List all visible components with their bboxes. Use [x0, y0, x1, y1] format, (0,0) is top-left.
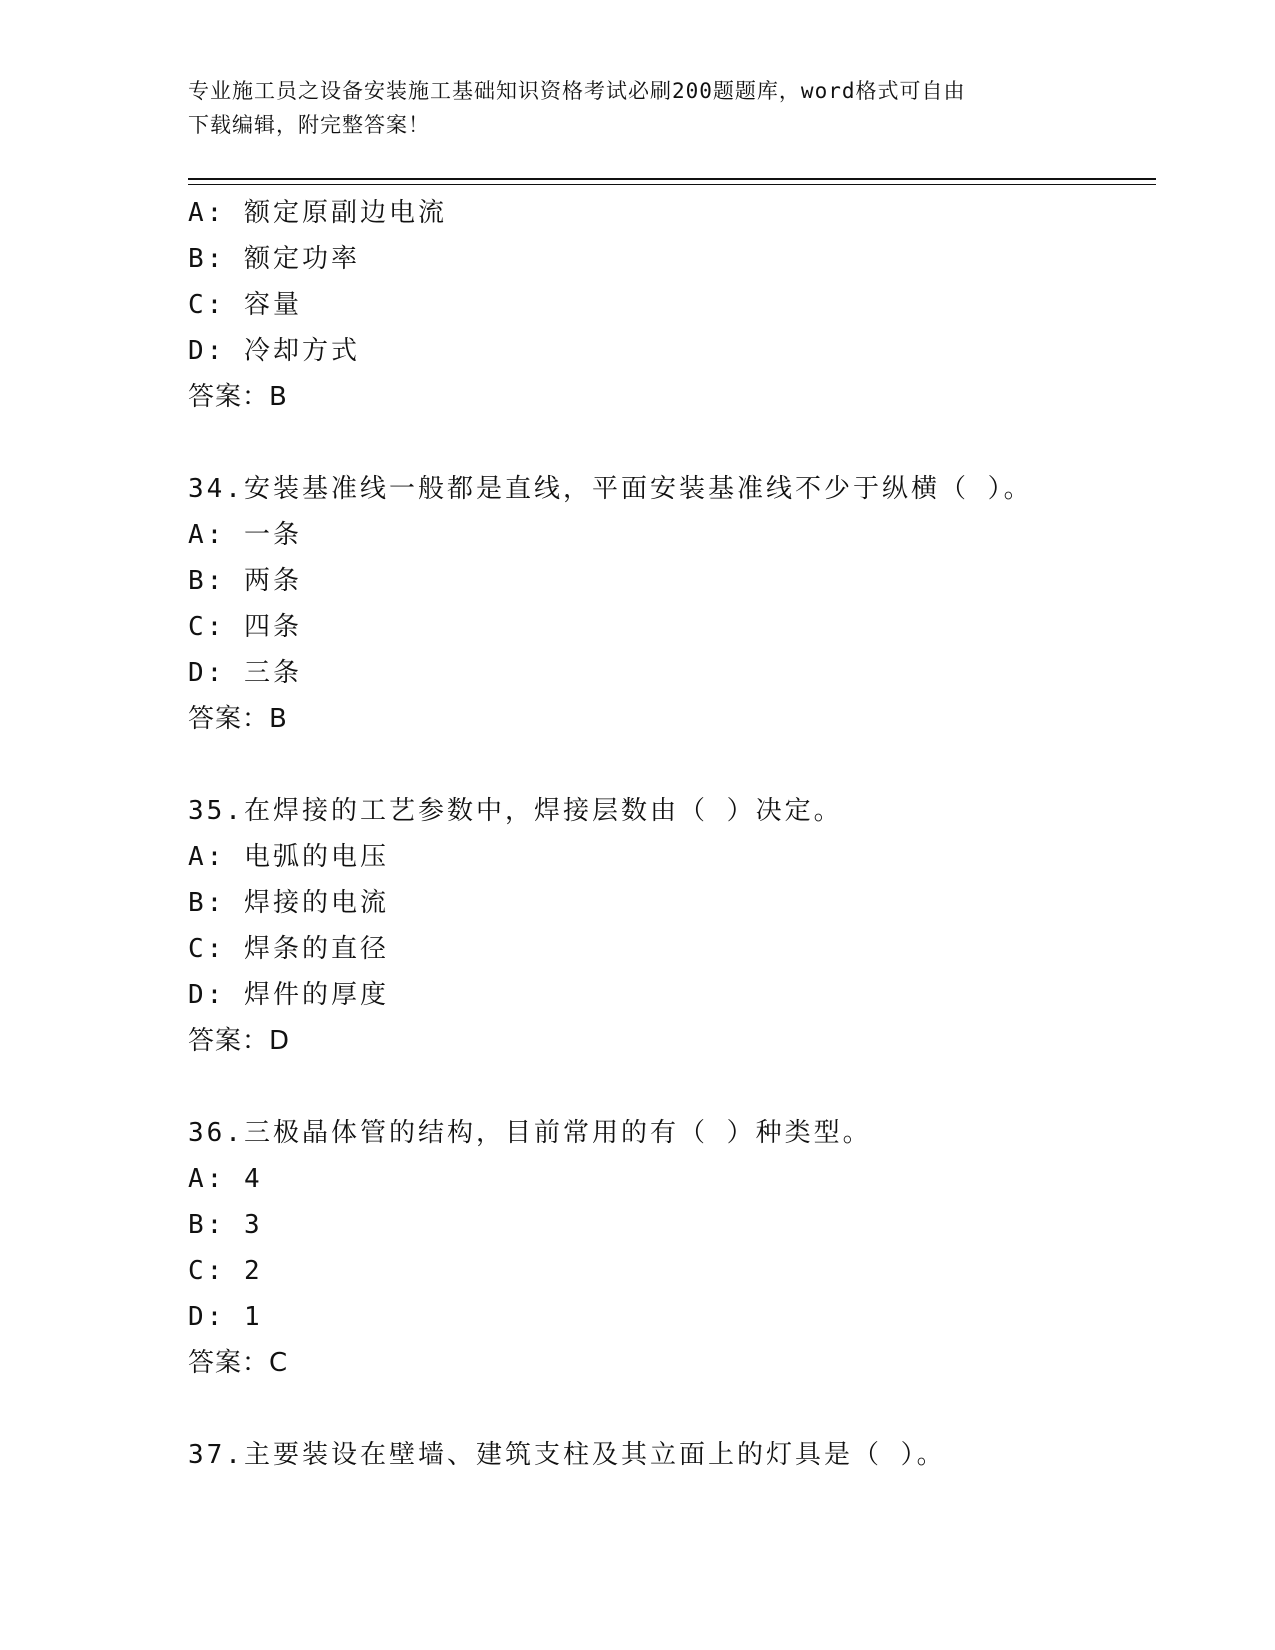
option-a: A: 4	[188, 1164, 263, 1194]
option-a: A: 一条	[188, 520, 302, 550]
header-line-1: 专业施工员之设备安装施工基础知识资格考试必刷200题题库，word格式可自由	[188, 79, 966, 103]
option-b: B: 额定功率	[188, 244, 360, 274]
option-c: C: 四条	[188, 612, 302, 642]
option-d: D: 1	[188, 1302, 263, 1332]
question-block-35	[188, 788, 1156, 1064]
block-spacer	[188, 1386, 1156, 1432]
question-block-33	[188, 190, 1156, 420]
question-list	[188, 190, 1156, 1478]
question-block-36	[188, 1110, 1156, 1386]
option-c: C: 容量	[188, 290, 302, 320]
question-block-34	[188, 466, 1156, 742]
question-text: 37.主要装设在壁墙、建筑支柱及其立面上的灯具是（ ）。	[188, 1440, 946, 1470]
answer-line: 答案：D	[188, 1026, 291, 1056]
option-a: A: 额定原副边电流	[188, 198, 447, 228]
question-block-37	[188, 1432, 1156, 1478]
option-a: A: 电弧的电压	[188, 842, 389, 872]
option-d: D: 三条	[188, 658, 302, 688]
document-header	[188, 74, 1068, 142]
header-line-2: 下载编辑，附完整答案！	[188, 113, 430, 137]
option-b: B: 两条	[188, 566, 302, 596]
question-text: 34.安装基准线一般都是直线，平面安装基准线不少于纵横（ ）。	[188, 474, 1033, 504]
answer-line: 答案：C	[188, 1348, 289, 1378]
answer-line: 答案：B	[188, 382, 288, 412]
option-b: B: 焊接的电流	[188, 888, 389, 918]
option-c: C: 焊条的直径	[188, 934, 389, 964]
block-spacer	[188, 420, 1156, 466]
option-b: B: 3	[188, 1210, 263, 1240]
answer-line: 答案：B	[188, 704, 288, 734]
question-text: 35.在焊接的工艺参数中，焊接层数由（ ）决定。	[188, 796, 843, 826]
question-text: 36.三极晶体管的结构，目前常用的有（ ）种类型。	[188, 1118, 872, 1148]
header-divider-thick	[188, 178, 1156, 180]
header-divider-thin	[188, 184, 1156, 185]
block-spacer	[188, 1064, 1156, 1110]
block-spacer	[188, 742, 1156, 788]
option-d: D: 冷却方式	[188, 336, 360, 366]
option-c: C: 2	[188, 1256, 263, 1286]
option-d: D: 焊件的厚度	[188, 980, 389, 1010]
